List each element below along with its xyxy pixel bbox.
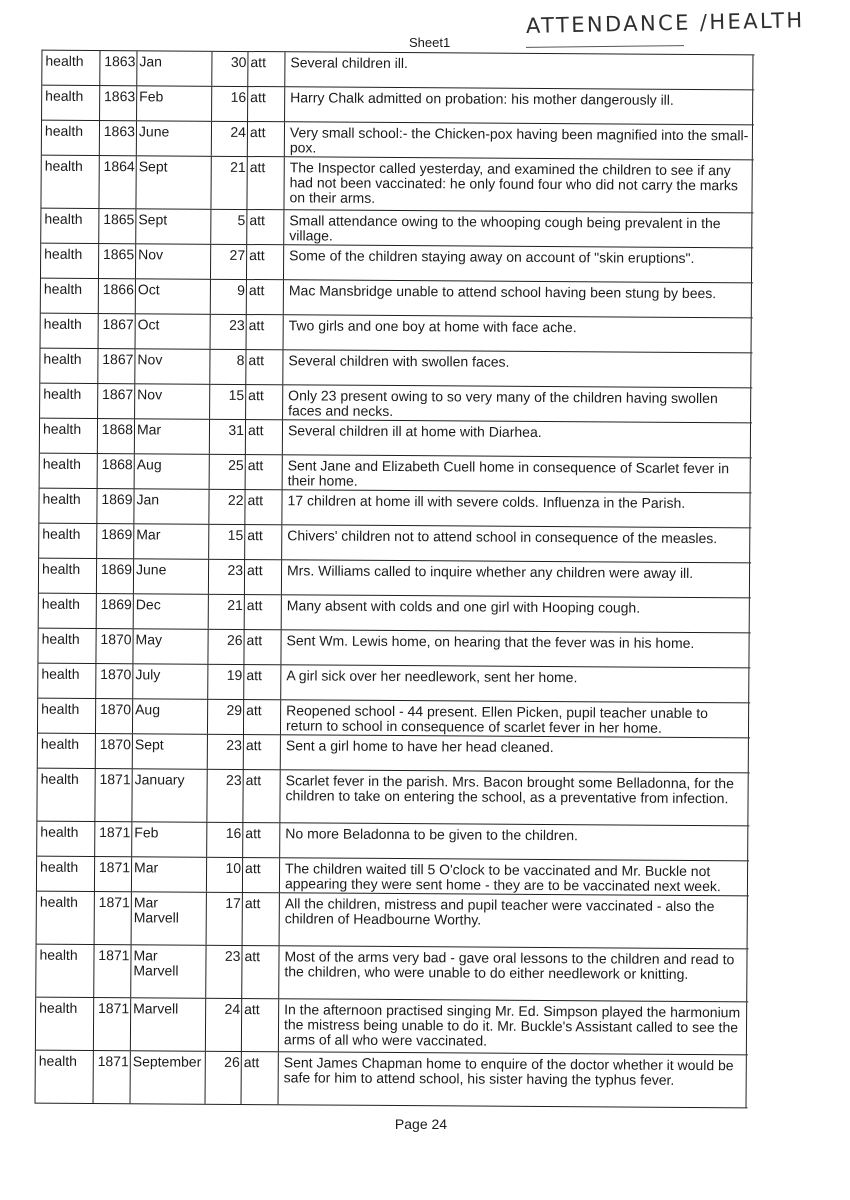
cell-description: Sent Jane and Elizabeth Cuell home in consequence of Scarlet fever in their home.: [283, 455, 751, 492]
cell-month: January: [132, 769, 207, 821]
cell-year: 1868: [98, 454, 135, 488]
cell-month: Nov: [135, 384, 210, 418]
cell-month: June: [134, 559, 209, 593]
table-row: [39, 489, 751, 529]
cell-month: Nov: [135, 349, 210, 383]
cell-month: Mar: [132, 857, 207, 891]
cell-description: In the afternoon practised singing Mr. Ed. Simpson played the harmonium the mistress being unable to do it. Mr. Buckle's Assistant called to see the arms of all who were vaccinated.: [279, 999, 747, 1054]
cell-category: health: [39, 594, 97, 628]
cell-entry-type: att: [248, 87, 285, 121]
cell-year: 1863: [100, 86, 137, 120]
cell-day: 29: [208, 700, 244, 734]
cell-description: Mac Mansbridge unable to attend school having been stung by bees.: [284, 280, 752, 317]
cell-description: Some of the children staying away on account of "skin eruptions".: [284, 245, 752, 282]
cell-year: 1869: [97, 524, 134, 558]
cell-entry-type: att: [247, 315, 284, 349]
table-row: [41, 209, 753, 249]
cell-year: 1869: [97, 489, 134, 523]
cell-day: 21: [211, 157, 247, 209]
cell-day: 23: [207, 770, 243, 822]
cell-entry-type: att: [245, 490, 282, 524]
cell-month: Aug: [133, 699, 208, 733]
cell-entry-type: att: [246, 420, 283, 454]
table-row: [41, 156, 753, 214]
cell-entry-type: att: [242, 946, 279, 998]
cell-category: health: [38, 629, 96, 663]
cell-category: health: [40, 349, 98, 383]
table-row: [36, 945, 748, 1003]
cell-month: Marvell: [131, 998, 206, 1050]
cell-description: Several children ill at home with Diarhea.: [283, 420, 751, 457]
cell-category: health: [37, 892, 95, 944]
handwritten-annotation: ATTENDANCE /HEALTH: [525, 8, 805, 38]
cell-category: health: [39, 559, 97, 593]
table-row: [40, 384, 752, 424]
cell-description: Sent a girl home to have her head cleaned.: [281, 735, 749, 772]
cell-category: health: [38, 664, 96, 698]
cell-description: The children waited till 5 O'clock to be vaccinated and Mr. Buckle not appearing they were sent home - they are to be vaccinated next week.: [280, 858, 748, 895]
cell-day: 26: [206, 1052, 242, 1104]
cell-description: Sent James Chapman home to enquire of the doctor whether it would be safe for him to attend school, his sister having the typhus fever.: [279, 1052, 747, 1107]
table-row: [40, 349, 752, 389]
cell-year: 1871: [95, 822, 132, 856]
cell-category: health: [42, 51, 100, 85]
cell-category: health: [41, 156, 99, 208]
table-row: [38, 629, 750, 669]
cell-month: Oct: [136, 314, 211, 348]
cell-year: 1868: [98, 419, 135, 453]
cell-day: 15: [209, 525, 245, 559]
cell-entry-type: att: [245, 595, 282, 629]
cell-description: Small attendance owing to the whooping cough being prevalent in the village.: [284, 210, 752, 247]
cell-year: 1863: [100, 121, 137, 155]
cell-day: 9: [211, 280, 247, 314]
cell-category: health: [41, 244, 99, 278]
cell-category: health: [41, 314, 99, 348]
cell-day: 31: [210, 420, 246, 454]
cell-year: 1870: [96, 699, 133, 733]
cell-month: Mar: [135, 419, 210, 453]
cell-day: 30: [212, 52, 248, 86]
cell-day: 10: [207, 858, 243, 892]
cell-month: Jan: [137, 51, 212, 85]
table-row: [39, 524, 751, 564]
cell-entry-type: att: [248, 122, 285, 156]
cell-category: health: [36, 1051, 94, 1103]
cell-description: Reopened school - 44 present. Ellen Picken, pupil teacher unable to return to school in consequence of scarlet fever in her home.: [281, 700, 749, 737]
cell-entry-type: att: [246, 455, 283, 489]
cell-year: 1867: [98, 349, 135, 383]
table-row: [38, 734, 750, 774]
cell-year: 1869: [97, 559, 134, 593]
sheet-name-header: Sheet1: [409, 35, 451, 50]
table-row: [42, 86, 754, 126]
cell-category: health: [38, 734, 96, 768]
cell-day: 23: [206, 946, 242, 998]
cell-day: 17: [207, 893, 243, 945]
cell-day: 16: [212, 87, 248, 121]
cell-year: 1865: [99, 244, 136, 278]
cell-month: May: [133, 629, 208, 663]
table-row: [39, 594, 751, 634]
cell-category: health: [40, 454, 98, 488]
cell-day: 19: [208, 665, 244, 699]
cell-entry-type: att: [245, 560, 282, 594]
attendance-health-table: [35, 50, 755, 1109]
cell-day: 23: [209, 560, 245, 594]
cell-month: Sept: [133, 734, 208, 768]
cell-entry-type: att: [247, 157, 284, 209]
table-row: [37, 822, 749, 862]
cell-category: health: [36, 998, 94, 1050]
cell-category: health: [36, 945, 94, 997]
cell-category: health: [37, 769, 95, 821]
cell-description: Sent Wm. Lewis home, on hearing that the fever was in his home.: [281, 630, 749, 667]
page-number: Page 24: [394, 1116, 448, 1132]
cell-entry-type: att: [243, 893, 280, 945]
cell-day: 22: [209, 490, 245, 524]
cell-entry-type: att: [244, 665, 281, 699]
cell-category: health: [40, 384, 98, 418]
cell-entry-type: att: [244, 700, 281, 734]
cell-entry-type: att: [246, 385, 283, 419]
cell-entry-type: att: [247, 245, 284, 279]
cell-month: Mar Marvell: [132, 892, 207, 944]
cell-month: September: [131, 1051, 206, 1103]
cell-day: 26: [208, 630, 244, 664]
cell-month: Feb: [137, 86, 212, 120]
cell-description: Several children ill.: [285, 52, 753, 89]
cell-year: 1863: [100, 51, 137, 85]
table-row: [40, 419, 752, 459]
table-row: [36, 998, 748, 1056]
handwritten-underline: [526, 45, 684, 48]
cell-day: 24: [206, 999, 242, 1051]
cell-year: 1871: [95, 769, 132, 821]
cell-day: 8: [210, 350, 246, 384]
cell-month: Sept: [136, 209, 211, 243]
cell-entry-type: att: [246, 350, 283, 384]
cell-month: July: [133, 664, 208, 698]
cell-entry-type: att: [245, 525, 282, 559]
table-row: [38, 664, 750, 704]
cell-year: 1870: [96, 629, 133, 663]
table-row: [42, 51, 754, 91]
cell-description: Scarlet fever in the parish. Mrs. Bacon brought some Belladonna, for the children to take on entering the school, as a preventative from infection.: [280, 770, 748, 825]
cell-category: health: [37, 822, 95, 856]
cell-category: health: [42, 86, 100, 120]
cell-entry-type: att: [248, 52, 285, 86]
table-row: [42, 121, 754, 161]
cell-month: Feb: [132, 822, 207, 856]
cell-month: Mar: [134, 524, 209, 558]
cell-description: Only 23 present owing to so very many of the children having swollen faces and necks.: [283, 385, 751, 422]
cell-entry-type: att: [244, 630, 281, 664]
cell-description: Very small school:- the Chicken-pox having been magnified into the small- pox.: [285, 122, 753, 159]
table-row: [37, 892, 749, 950]
cell-description: No more Beladonna to be given to the children.: [280, 823, 748, 860]
cell-description: All the children, mistress and pupil teacher were vaccinated - also the children of Headbourne Worthy.: [280, 893, 748, 948]
cell-year: 1864: [99, 156, 136, 208]
cell-entry-type: att: [243, 858, 280, 892]
table-row: [36, 1051, 748, 1109]
table-row: [40, 454, 752, 494]
table-row: [38, 699, 750, 739]
cell-entry-type: att: [243, 823, 280, 857]
cell-day: 16: [207, 823, 243, 857]
cell-description: Chivers' children not to attend school in consequence of the measles.: [282, 525, 750, 562]
cell-month: Jan: [134, 489, 209, 523]
cell-month: Oct: [136, 279, 211, 313]
cell-day: 25: [210, 455, 246, 489]
cell-category: health: [38, 699, 96, 733]
cell-month: Mar Marvell: [131, 945, 206, 997]
table-row: [37, 769, 749, 827]
cell-year: 1867: [99, 314, 136, 348]
cell-month: Nov: [136, 244, 211, 278]
cell-day: 21: [209, 595, 245, 629]
cell-year: 1866: [99, 279, 136, 313]
cell-description: A girl sick over her needlework, sent her home.: [281, 665, 749, 702]
cell-description: 17 children at home ill with severe colds. Influenza in the Parish.: [282, 490, 750, 527]
cell-year: 1867: [98, 384, 135, 418]
cell-year: 1871: [95, 892, 132, 944]
cell-description: Most of the arms very bad - gave oral lessons to the children and read to the children, who were unable to do either needlework or knitting.: [279, 946, 747, 1001]
cell-description: Many absent with colds and one girl with Hooping cough.: [282, 595, 750, 632]
cell-category: health: [41, 279, 99, 313]
cell-entry-type: att: [247, 210, 284, 244]
cell-entry-type: att: [244, 735, 281, 769]
cell-year: 1871: [95, 857, 132, 891]
cell-day: 24: [212, 122, 248, 156]
cell-entry-type: att: [247, 280, 284, 314]
table-row: [41, 314, 753, 354]
cell-description: Harry Chalk admitted on probation: his mother dangerously ill.: [285, 87, 753, 124]
table-row: [37, 857, 749, 897]
cell-year: 1871: [94, 945, 131, 997]
cell-month: June: [137, 121, 212, 155]
table-row: [41, 244, 753, 284]
cell-day: 23: [211, 315, 247, 349]
table-row: [39, 559, 751, 599]
cell-category: health: [40, 419, 98, 453]
cell-category: health: [39, 524, 97, 558]
cell-year: 1870: [96, 734, 133, 768]
cell-day: 27: [211, 245, 247, 279]
cell-day: 5: [211, 210, 247, 244]
cell-year: 1865: [99, 209, 136, 243]
cell-description: The Inspector called yesterday, and examined the children to see if any had not been vaccinated: he only found four who did not carry the marks on their arms.: [284, 157, 752, 212]
cell-entry-type: att: [243, 770, 280, 822]
cell-category: health: [39, 489, 97, 523]
cell-day: 23: [208, 735, 244, 769]
cell-category: health: [41, 209, 99, 243]
cell-month: Aug: [135, 454, 210, 488]
cell-day: 15: [210, 385, 246, 419]
cell-description: Several children with swollen faces.: [283, 350, 751, 387]
cell-entry-type: att: [242, 999, 279, 1051]
cell-description: Two girls and one boy at home with face ache.: [284, 315, 752, 352]
cell-year: 1871: [94, 1051, 131, 1103]
cell-description: Mrs. Williams called to inquire whether any children were away ill.: [282, 560, 750, 597]
cell-month: Dec: [134, 594, 209, 628]
cell-year: 1870: [96, 664, 133, 698]
cell-year: 1871: [94, 998, 131, 1050]
table-row: [41, 279, 753, 319]
cell-category: health: [42, 121, 100, 155]
cell-month: Sept: [136, 156, 211, 208]
cell-entry-type: att: [242, 1052, 279, 1104]
cell-year: 1869: [97, 594, 134, 628]
cell-category: health: [37, 857, 95, 891]
